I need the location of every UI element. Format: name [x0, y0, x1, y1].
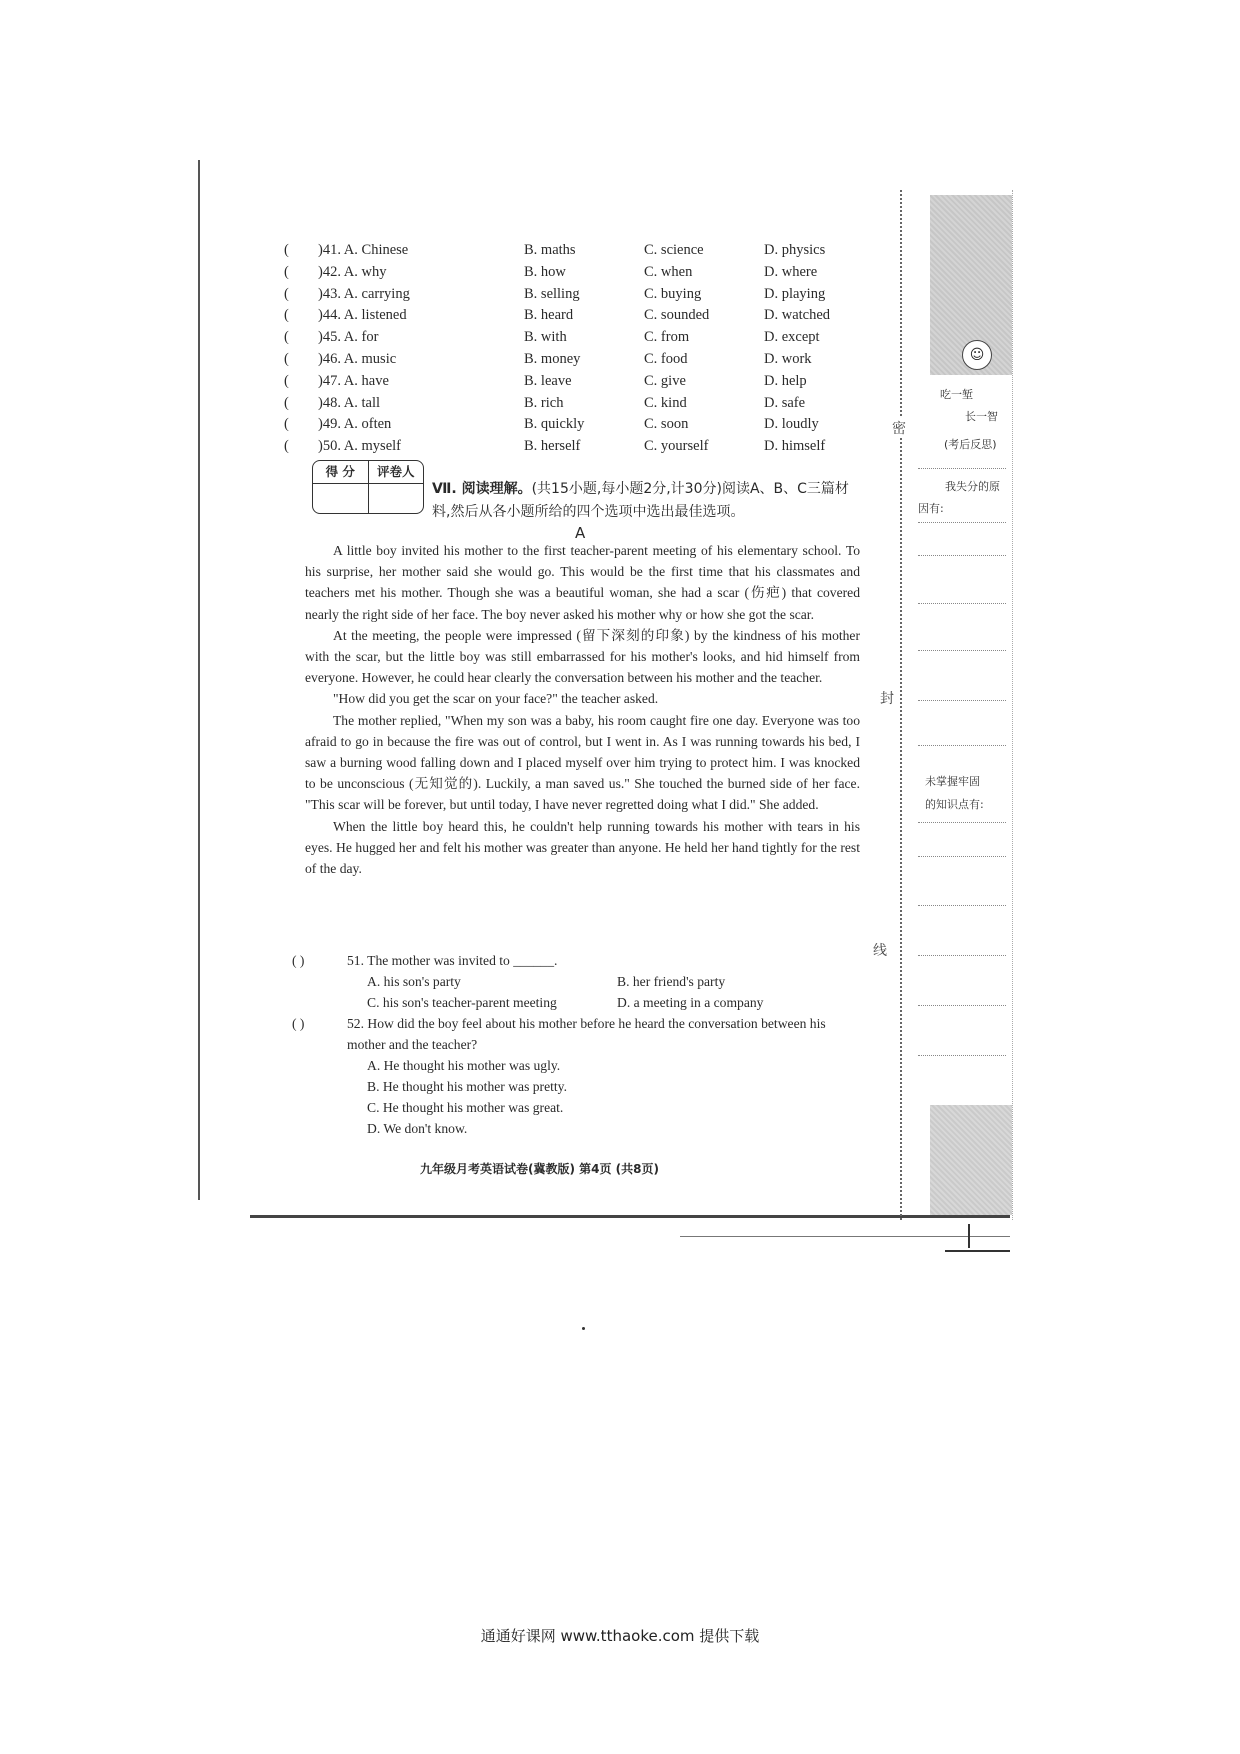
option-b: B. leave	[524, 372, 572, 389]
score-field	[313, 484, 369, 513]
write-line	[918, 650, 1006, 651]
page-footer: 九年级月考英语试卷(冀教版) 第4页 (共8页)	[420, 1162, 659, 1176]
answer-row	[284, 240, 878, 262]
option-b: B. herself	[524, 438, 581, 455]
option-c: C. his son's teacher-parent meeting	[367, 995, 557, 1010]
answer-row	[284, 262, 878, 284]
option-b: B. selling	[524, 285, 580, 302]
open-paren[interactable]: (	[284, 416, 289, 433]
answer-row	[284, 371, 878, 393]
option-d: D. watched	[764, 307, 831, 324]
write-line	[918, 1055, 1006, 1056]
answer-blank-a[interactable]: A. tall	[343, 394, 381, 411]
write-line	[918, 822, 1006, 823]
option-c: C. from	[644, 329, 690, 346]
fold-mark	[968, 1224, 970, 1248]
option-c: C. He thought his mother was great.	[367, 1100, 564, 1115]
answer-blank-a[interactable]: A. why	[343, 263, 387, 280]
open-paren[interactable]: (	[284, 350, 289, 367]
option-a-cell	[284, 349, 524, 371]
section-heading	[432, 478, 862, 524]
passage-paragraph: "How did you get the scar on your face?" the teacher asked.	[333, 691, 659, 707]
open-paren[interactable]: (	[284, 372, 289, 389]
option-d: D. We don't know.	[367, 1121, 468, 1136]
write-line	[918, 603, 1006, 604]
question-52-options	[292, 1055, 862, 1139]
smile-icon: ☺	[962, 340, 992, 370]
fold-mark-base	[945, 1250, 1010, 1252]
answer-number: )42.	[318, 263, 341, 280]
answer-blank-a[interactable]: A. carrying	[343, 285, 410, 302]
write-line	[918, 955, 1006, 956]
open-paren[interactable]: (	[284, 263, 289, 280]
option-c: C. buying	[644, 285, 702, 302]
option-b: B. rich	[524, 394, 564, 411]
option-d: D. help	[764, 372, 807, 389]
question-51-options	[292, 971, 862, 1013]
option-c: C. food	[644, 350, 688, 367]
option-d: D. playing	[764, 285, 826, 302]
passage-paragraph: A little boy invited his mother to the first teacher-parent meeting of his elementary school. To his surprise, her mother said she would go. This would be the first time that his classmates and teachers met his mother. Though she was a beautiful woman, she had a scar (伤疤) that covered nearly the right side of her face. The boy never asked his mother why or how she got the scar.	[305, 543, 860, 622]
option-a-cell	[284, 327, 524, 349]
left-border-line	[198, 160, 200, 1200]
reflection-line3: (考后反思)	[944, 438, 997, 451]
option-a-cell	[284, 240, 524, 262]
grader-field	[369, 484, 424, 513]
open-paren[interactable]: (	[284, 285, 289, 302]
answer-blank-a[interactable]: A. myself	[343, 438, 401, 455]
open-paren[interactable]: (	[284, 242, 289, 258]
seal-char-feng: 封	[880, 688, 894, 708]
scan-dot	[582, 1327, 585, 1330]
option-d: D. a meeting in a company	[617, 995, 764, 1010]
option-a-cell	[284, 414, 524, 436]
answer-blank[interactable]: ( )	[292, 953, 305, 968]
option-d: D. where	[764, 263, 818, 280]
option-a-cell	[284, 284, 524, 306]
option-c: C. kind	[644, 394, 687, 411]
option-d: D. safe	[764, 394, 806, 411]
option-a-cell	[284, 305, 524, 327]
bottom-rule-thin	[680, 1236, 1010, 1237]
site-footer: 通通好课网 www.tthaoke.com 提供下载	[480, 1627, 760, 1645]
passage-paragraph: The mother replied, "When my son was a baby, his room caught fire one day. Everyone was too afraid to go in because the fire was out of control, but I went in. As I was running towards his bed, I saw a burning wood falling down and I placed myself over him trying to protect him. I was knocked to be unconscious (无知觉的). Luckily, a man saved us." She touched the burned side of her face. "This scar will be forever, but until today, I have never regretted doing what I did." She added.	[305, 712, 860, 813]
grader-label: 评卷人	[376, 464, 415, 479]
open-paren[interactable]: (	[284, 307, 289, 324]
write-line	[918, 468, 1006, 469]
answer-row	[284, 305, 878, 327]
section-title: Ⅶ. 阅读理解。	[432, 481, 532, 497]
answer-row	[284, 393, 878, 415]
option-b: B. her friend's party	[617, 974, 726, 989]
option-c: C. yourself	[644, 438, 709, 455]
answer-blank-a[interactable]: A. listened	[343, 307, 407, 324]
answer-number: )50.	[318, 438, 341, 455]
open-paren[interactable]: (	[284, 438, 289, 455]
answer-options-table	[284, 240, 878, 458]
answer-row	[284, 327, 878, 349]
option-b: B. maths	[524, 242, 576, 258]
reading-passage	[305, 540, 860, 879]
option-d: D. loudly	[764, 416, 819, 433]
option-d: D. except	[764, 329, 820, 346]
passage-label: A	[575, 524, 586, 542]
seal-char-mi: 密	[892, 418, 906, 438]
reflection-line5: 因有:	[918, 502, 944, 515]
option-b: B. money	[524, 350, 581, 367]
answer-number: )41.	[318, 242, 341, 258]
option-c: C. sounded	[644, 307, 710, 324]
option-b: B. heard	[524, 307, 574, 324]
write-line	[918, 905, 1006, 906]
passage-paragraph: When the little boy heard this, he couldn't help running towards his mother with tears in his eyes. He hugged her and felt his mother was greater than anyone. He held her hand tightly for the rest of the day.	[305, 818, 860, 877]
option-c: C. when	[644, 263, 693, 280]
reflection-line7: 的知识点有:	[925, 798, 984, 811]
answer-row	[284, 436, 878, 458]
option-a: A. his son's party	[367, 974, 461, 989]
reflection-line6: 未掌握牢固	[925, 775, 980, 788]
question-51	[292, 950, 862, 971]
answer-blank-a[interactable]: A. for	[343, 329, 379, 346]
open-paren[interactable]: (	[284, 394, 289, 411]
reflection-line2: 长一智	[965, 410, 998, 423]
answer-blank-a[interactable]: A. Chinese	[343, 242, 409, 258]
option-c: C. give	[644, 372, 686, 389]
answer-row	[284, 284, 878, 306]
option-a-cell	[284, 436, 524, 458]
answer-row	[284, 349, 878, 371]
write-line	[918, 555, 1006, 556]
write-line	[918, 745, 1006, 746]
answer-number: )45.	[318, 329, 341, 346]
section-instructions: (共15小题,每小题2分,计30分)阅读A、B、C三篇材料,然后从各小题所给的四个选项中选出最佳选项。	[432, 481, 849, 520]
write-line	[918, 700, 1006, 701]
option-b: B. He thought his mother was pretty.	[367, 1079, 567, 1094]
seal-line	[900, 190, 902, 1220]
option-b: B. with	[524, 329, 567, 346]
answer-blank-a[interactable]: A. have	[343, 372, 389, 389]
answer-number: )49.	[318, 416, 341, 433]
answer-blank-a[interactable]: A. music	[343, 350, 397, 367]
reflection-line4: 我失分的原	[945, 480, 1000, 493]
passage-paragraph: At the meeting, the people were impressed (留下深刻的印象) by the kindness of his mother with the scar, but the little boy was still embarrassed for his mother's looks, and hid himself from everyone. However, he could hear clearly the conversation between his mother and the teacher.	[305, 627, 860, 686]
margin-edge	[1012, 190, 1013, 1220]
write-line	[918, 1005, 1006, 1006]
answer-row	[284, 414, 878, 436]
option-b: B. how	[524, 263, 566, 280]
bottom-rule	[250, 1215, 1010, 1218]
answer-blank-a[interactable]: A. often	[343, 416, 392, 433]
margin-pattern-bottom	[930, 1105, 1012, 1215]
option-a-cell	[284, 262, 524, 284]
answer-number: )43.	[318, 285, 341, 302]
option-d: D. physics	[764, 242, 826, 258]
write-line	[918, 856, 1006, 857]
option-d: D. work	[764, 350, 812, 367]
reflection-line1: 吃一堑	[940, 388, 973, 401]
option-c: C. soon	[644, 416, 689, 433]
option-a-cell	[284, 371, 524, 393]
option-a: A. He thought his mother was ugly.	[367, 1058, 561, 1073]
write-line	[918, 522, 1006, 523]
score-label: 得 分	[313, 461, 369, 483]
option-b: B. quickly	[524, 416, 585, 433]
open-paren[interactable]: (	[284, 329, 289, 346]
answer-number: )44.	[318, 307, 341, 324]
option-a-cell	[284, 393, 524, 415]
answer-number: )48.	[318, 394, 341, 411]
question-52	[292, 1013, 862, 1055]
question-stem: 51. The mother was invited to ______.	[347, 953, 558, 968]
questions	[292, 950, 862, 1139]
answer-number: )46.	[318, 350, 341, 367]
seal-char-xian: 线	[873, 940, 887, 960]
answer-blank[interactable]: ( )	[292, 1016, 305, 1031]
score-box	[312, 460, 424, 514]
question-stem: 52. How did the boy feel about his mother before he heard the conversation between his mother and the teacher?	[347, 1016, 826, 1052]
option-d: D. himself	[764, 438, 826, 455]
option-c: C. science	[644, 242, 704, 258]
answer-number: )47.	[318, 372, 341, 389]
